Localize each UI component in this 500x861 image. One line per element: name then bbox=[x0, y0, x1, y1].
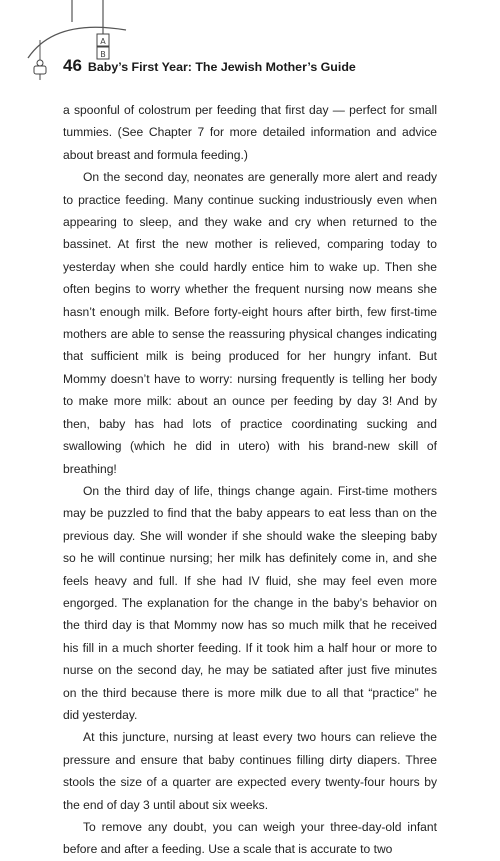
svg-text:B: B bbox=[100, 50, 106, 59]
body-text bbox=[63, 99, 437, 861]
running-header bbox=[63, 56, 356, 76]
paragraph: To remove any doubt, you can weigh your three-day-old infant before and after a feeding. Use a scale that is accurate to two bbox=[63, 820, 437, 857]
paragraph: On the second day, neonates are generally more alert and ready to practice feeding. Many continue sucking industriously even when appearing to sleep, and they wake and cry when returned to the bassinet. At first the new mother is relieved, comparing today to yesterday when she could hardly entice him to wake up. Then she often begins to worry whether the frequent nursing now means she hasn’t enough milk. Before forty-eight hours after birth, few first-time mothers are able to sense the reassuring physical changes indicating that sufficient milk is being produced for her hungry infant. But Mommy doesn’t have to worry: nursing frequently is telling her body to make more milk: about an ounce per feeding by day 3! And by then, baby has had lots of practice coordinating sucking and swallowing (which he did in utero) with his brand-new skill of breathing! bbox=[63, 170, 437, 476]
running-head-title: Baby’s First Year: The Jewish Mother’s Guide bbox=[87, 60, 356, 74]
rattle-ornament-icon bbox=[34, 60, 46, 80]
paragraph: a spoonful of colostrum per feeding that first day — perfect for small tummies. (See Chapter 7 for more detailed information and advice about breast and formula feeding.) bbox=[63, 103, 437, 162]
paragraph: At this juncture, nursing at least every two hours can relieve the pressure and ensure that baby continues filling dirty diapers. Three stools the size of a quarter are expected every twenty-four hours by the end of day 3 until about six weeks. bbox=[63, 730, 437, 812]
page-number: 46 bbox=[63, 56, 82, 75]
toy-block-a-icon bbox=[97, 34, 109, 46]
svg-text:A: A bbox=[100, 37, 106, 46]
paragraph: On the third day of life, things change again. First-time mothers may be puzzled to find that the baby appears to eat less than on the previous day. She will wonder if she should wake the sleeping baby so he will continue nursing; her milk has definitely come in, and she feels heavy and full. If she had IV fluid, she may feel even more engorged. The explanation for the change in the baby’s behavior on the third day is that Mommy now has so much milk that he received his fill in a much shorter feeding. If it took him a half hour or more to nurse on the second day, he may be satiated after just five minutes on the third because there is more milk due to all that “practice” he did yesterday. bbox=[63, 483, 437, 722]
